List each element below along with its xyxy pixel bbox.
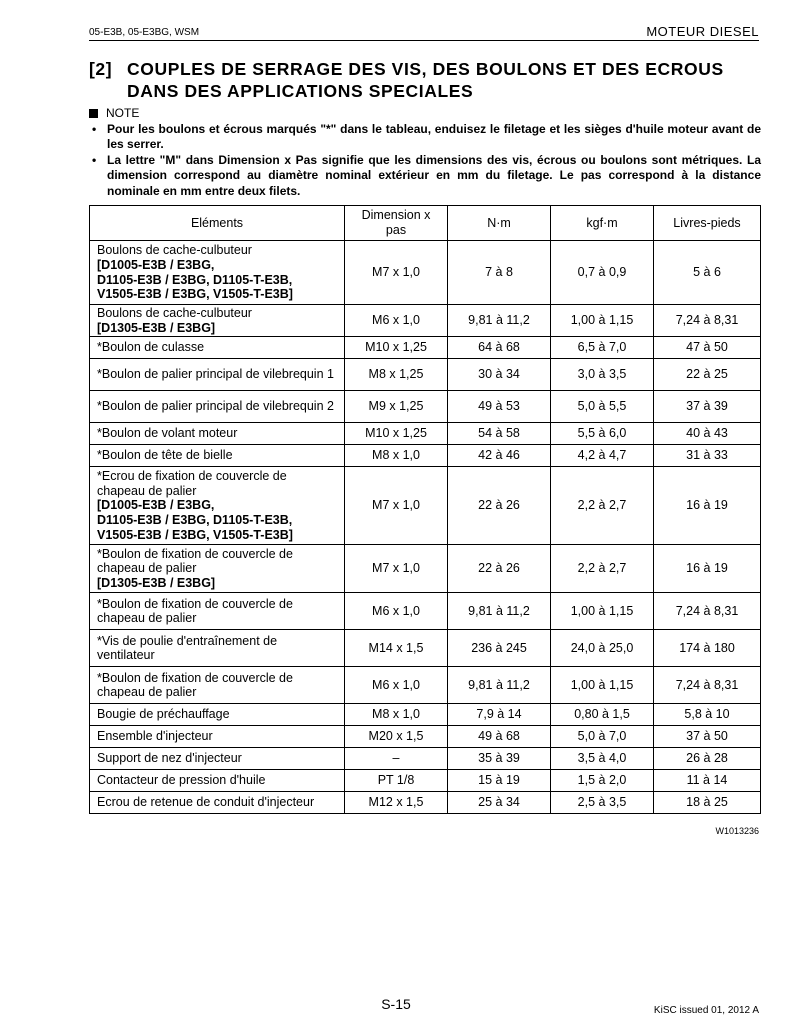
note-heading: [89, 106, 761, 122]
cell-nm: 30 à 34: [448, 359, 551, 391]
cell-dimension: M7 x 1,0: [345, 545, 448, 593]
element-line: V1505-E3B / E3BG, V1505-T-E3B]: [97, 287, 293, 302]
element-line: [D1305-E3B / E3BG]: [97, 575, 216, 590]
cell-dimension: M7 x 1,0: [345, 467, 448, 545]
cell-nm: 22 à 26: [448, 467, 551, 545]
cell-dimension: M8 x 1,25: [345, 359, 448, 391]
col-header-kgfm: kgf·m: [551, 206, 654, 241]
header-divider: [89, 40, 759, 41]
cell-dimension: M10 x 1,25: [345, 337, 448, 359]
cell-element: [90, 667, 345, 704]
table-row: [90, 241, 761, 305]
table-row: [90, 337, 761, 359]
cell-element: [90, 545, 345, 593]
element-line: *Boulon de palier principal de vilebrequin 1: [97, 367, 334, 382]
cell-dimension: M8 x 1,0: [345, 445, 448, 467]
element-line: *Vis de poulie d'entraînement de ventilateur: [97, 633, 278, 663]
cell-kgfm: 1,00 à 1,15: [551, 593, 654, 630]
cell-lbft: 37 à 39: [654, 391, 761, 423]
cell-nm: 49 à 53: [448, 391, 551, 423]
square-bullet-icon: [89, 109, 98, 118]
cell-lbft: 16 à 19: [654, 545, 761, 593]
cell-kgfm: 5,0 à 7,0: [551, 726, 654, 748]
cell-nm: 9,81 à 11,2: [448, 593, 551, 630]
cell-lbft: 40 à 43: [654, 423, 761, 445]
cell-lbft: 31 à 33: [654, 445, 761, 467]
cell-kgfm: 1,5 à 2,0: [551, 770, 654, 792]
table-body: [90, 241, 761, 814]
cell-nm: 42 à 46: [448, 445, 551, 467]
element-line: Ensemble d'injecteur: [97, 729, 213, 744]
cell-lbft: 7,24 à 8,31: [654, 305, 761, 337]
cell-kgfm: 3,5 à 4,0: [551, 748, 654, 770]
cell-lbft: 174 à 180: [654, 630, 761, 667]
cell-element: [90, 445, 345, 467]
table-row: [90, 770, 761, 792]
element-line: Boulons de cache-culbuteur: [97, 306, 252, 320]
col-header-lbft: Livres-pieds: [654, 206, 761, 241]
cell-dimension: M6 x 1,0: [345, 593, 448, 630]
cell-lbft: 47 à 50: [654, 337, 761, 359]
table-row: [90, 423, 761, 445]
table-row: [90, 467, 761, 545]
element-line: Contacteur de pression d'huile: [97, 773, 266, 788]
cell-element: [90, 726, 345, 748]
cell-element: [90, 630, 345, 667]
cell-element: [90, 359, 345, 391]
note-label: NOTE: [106, 106, 140, 120]
note-bullet: [89, 122, 761, 153]
note-bullet-text: Pour les boulons et écrous marqués "*" dans le tableau, enduisez le filetage et les sièges d'huile moteur avant de les serrer.: [107, 121, 761, 151]
cell-lbft: 18 à 25: [654, 792, 761, 814]
bullet-dot-icon: •: [92, 121, 97, 136]
cell-lbft: 5 à 6: [654, 241, 761, 305]
cell-kgfm: 0,80 à 1,5: [551, 704, 654, 726]
table-row: [90, 667, 761, 704]
element-line: D1105-E3B / E3BG, D1105-T-E3B,: [97, 272, 293, 287]
table-row: [90, 792, 761, 814]
element-line: [D1305-E3B / E3BG]: [97, 320, 216, 335]
element-line: *Boulon de fixation de couvercle de chapeau de palier: [97, 596, 293, 626]
table-row: [90, 593, 761, 630]
cell-element: [90, 241, 345, 305]
element-line: *Boulon de tête de bielle: [97, 448, 233, 463]
element-line: V1505-E3B / E3BG, V1505-T-E3B]: [97, 527, 293, 542]
cell-nm: 9,81 à 11,2: [448, 305, 551, 337]
cell-kgfm: 3,0 à 3,5: [551, 359, 654, 391]
cell-nm: 9,81 à 11,2: [448, 667, 551, 704]
element-line: *Boulon de palier principal de vilebrequin 2: [97, 399, 334, 414]
cell-element: [90, 770, 345, 792]
cell-lbft: 22 à 25: [654, 359, 761, 391]
table-row: [90, 545, 761, 593]
cell-nm: 15 à 19: [448, 770, 551, 792]
element-line: [D1005-E3B / E3BG,: [97, 498, 215, 513]
cell-lbft: 7,24 à 8,31: [654, 593, 761, 630]
cell-dimension: M9 x 1,25: [345, 391, 448, 423]
cell-kgfm: 2,2 à 2,7: [551, 467, 654, 545]
cell-nm: 54 à 58: [448, 423, 551, 445]
header-section-title: MOTEUR DIESEL: [646, 24, 759, 39]
cell-element: [90, 423, 345, 445]
header-model-codes: 05-E3B, 05-E3BG, WSM: [89, 27, 200, 38]
cell-kgfm: 5,0 à 5,5: [551, 391, 654, 423]
cell-dimension: M7 x 1,0: [345, 241, 448, 305]
table-row: [90, 704, 761, 726]
table-header-row: [90, 206, 761, 241]
table-row: [90, 726, 761, 748]
section-title: [89, 58, 761, 102]
element-line: *Boulon de volant moteur: [97, 426, 238, 441]
torque-table: [89, 205, 761, 814]
element-line: Bougie de préchauffage: [97, 707, 230, 722]
cell-lbft: 37 à 50: [654, 726, 761, 748]
element-line: Boulons de cache-culbuteur: [97, 243, 252, 258]
bullet-dot-icon: •: [92, 152, 97, 167]
cell-kgfm: 4,2 à 4,7: [551, 445, 654, 467]
cell-element: [90, 391, 345, 423]
cell-dimension: M6 x 1,0: [345, 305, 448, 337]
note-block: [89, 106, 761, 199]
cell-kgfm: 2,2 à 2,7: [551, 545, 654, 593]
table-row: [90, 748, 761, 770]
cell-dimension: M8 x 1,0: [345, 704, 448, 726]
element-line: Ecrou de retenue de conduit d'injecteur: [97, 795, 315, 810]
cell-kgfm: 24,0 à 25,0: [551, 630, 654, 667]
document-code: W1013236: [715, 826, 759, 836]
element-line: Support de nez d'injecteur: [97, 751, 242, 766]
element-line: D1105-E3B / E3BG, D1105-T-E3B,: [97, 512, 293, 527]
cell-element: [90, 792, 345, 814]
cell-lbft: 26 à 28: [654, 748, 761, 770]
cell-nm: 7 à 8: [448, 241, 551, 305]
col-header-elements: Eléments: [90, 206, 345, 241]
cell-dimension: M20 x 1,5: [345, 726, 448, 748]
col-header-dimension: Dimension x pas: [345, 206, 448, 241]
cell-kgfm: 0,7 à 0,9: [551, 241, 654, 305]
section-number: [2]: [89, 59, 113, 79]
cell-nm: 35 à 39: [448, 748, 551, 770]
table-row: [90, 305, 761, 337]
cell-kgfm: 1,00 à 1,15: [551, 305, 654, 337]
cell-nm: 49 à 68: [448, 726, 551, 748]
note-bullet-text: La lettre "M" dans Dimension x Pas signifie que les dimensions des vis, écrous ou boulons sont métriques. La dimension correspond au diamètre nominal extérieur en mm du filetage. Le pas correspond à la distance nominale en mm entre deux filets.: [107, 152, 761, 198]
cell-kgfm: 1,00 à 1,15: [551, 667, 654, 704]
table-row: [90, 359, 761, 391]
page-number: S-15: [381, 996, 411, 1012]
element-line: *Boulon de fixation de couvercle de chapeau de palier: [97, 670, 293, 700]
cell-dimension: M12 x 1,5: [345, 792, 448, 814]
table-row: [90, 391, 761, 423]
cell-kgfm: 5,5 à 6,0: [551, 423, 654, 445]
cell-element: [90, 704, 345, 726]
cell-nm: 22 à 26: [448, 545, 551, 593]
cell-element: [90, 467, 345, 545]
cell-lbft: 16 à 19: [654, 467, 761, 545]
cell-nm: 64 à 68: [448, 337, 551, 359]
cell-dimension: M6 x 1,0: [345, 667, 448, 704]
table-row: [90, 630, 761, 667]
cell-lbft: 11 à 14: [654, 770, 761, 792]
cell-kgfm: 2,5 à 3,5: [551, 792, 654, 814]
cell-element: [90, 748, 345, 770]
cell-element: [90, 305, 345, 337]
note-bullet: [89, 153, 761, 200]
issue-info: KiSC issued 01, 2012 A: [653, 1005, 759, 1016]
cell-dimension: PT 1/8: [345, 770, 448, 792]
cell-dimension: M14 x 1,5: [345, 630, 448, 667]
cell-nm: 236 à 245: [448, 630, 551, 667]
table-row: [90, 445, 761, 467]
section-title-text: COUPLES DE SERRAGE DES VIS, DES BOULONS ET DES ECROUS DANS DES APPLICATIONS SPECIALES: [127, 59, 724, 101]
element-line: *Boulon de fixation de couvercle de chapeau de palier: [97, 546, 293, 576]
element-line: *Ecrou de fixation de couvercle de chapeau de palier: [97, 469, 287, 498]
cell-lbft: 7,24 à 8,31: [654, 667, 761, 704]
cell-lbft: 5,8 à 10: [654, 704, 761, 726]
cell-kgfm: 6,5 à 7,0: [551, 337, 654, 359]
cell-nm: 7,9 à 14: [448, 704, 551, 726]
col-header-nm: N·m: [448, 206, 551, 241]
element-line: *Boulon de culasse: [97, 340, 205, 355]
cell-dimension: M10 x 1,25: [345, 423, 448, 445]
cell-dimension: –: [345, 748, 448, 770]
cell-element: [90, 337, 345, 359]
element-line: [D1005-E3B / E3BG,: [97, 257, 215, 272]
cell-nm: 25 à 34: [448, 792, 551, 814]
cell-element: [90, 593, 345, 630]
